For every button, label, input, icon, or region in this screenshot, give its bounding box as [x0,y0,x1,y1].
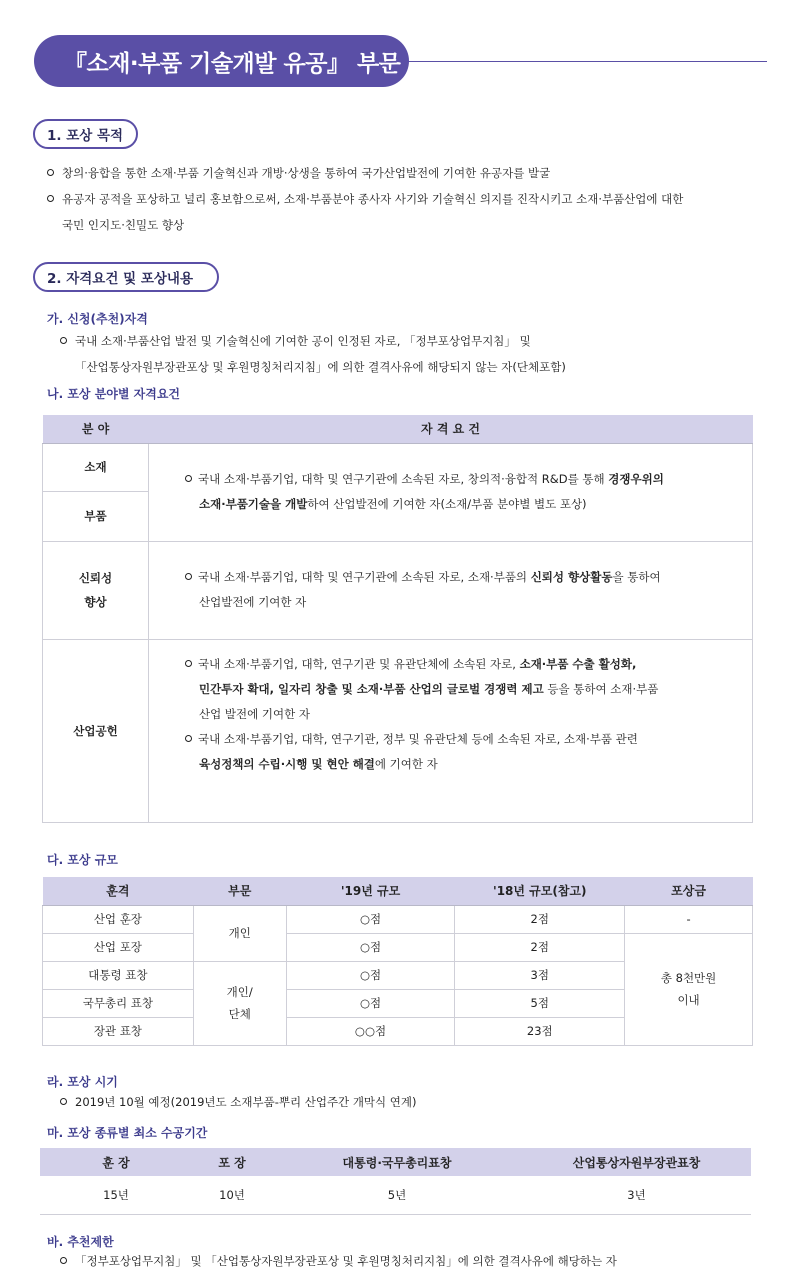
section1-item: 창의·융합을 통한 소재·부품 기술혁신과 개방·상생을 통하여 국가산업발전에 기여한 유공자를 발굴 [47,160,550,186]
requirement-cell: 국내 소재·부품기업, 대학 및 연구기관에 소속된 자로, 창의적·융합적 R&D를 통해 경쟁우위의 소재·부품기술을 개발하여 산업발전에 기여한 자(소재/부품 분야별 별도 포상) [149,443,753,541]
table-header: 훈격 [43,877,194,905]
count-2019-cell: ○점 [286,961,455,989]
subsection-c-title: 다. 포상 규모 [47,853,118,867]
bullet-icon [185,660,192,667]
table-header-row [40,1148,751,1176]
period-cell: 5년 [272,1176,522,1214]
bullet-icon [60,1098,67,1105]
category-cell: 개인 [193,905,286,961]
subsection-a-text: 국내 소재·부품산업 발전 및 기술혁신에 기여한 공이 인정된 자로, 「정부포상업무지침」 및 「산업통상자원부장관포상 및 후원명칭처리지침」에 의한 결격사유에 해당되지 않는 자(단체포함) [60,328,566,380]
period-cell: 10년 [192,1176,272,1214]
table-header: 부문 [193,877,286,905]
requirement-cell: 국내 소재·부품기업, 대학 및 연구기관에 소속된 자로, 소재·부품의 신뢰성 향상활동을 통하여 산업발전에 기여한 자 [149,541,753,639]
bullet-icon [185,735,192,742]
table-row [43,905,753,933]
table-header: '18년 규모(참고) [455,877,625,905]
section2-heading: 2. 자격요건 및 포상내용 [33,262,219,292]
subsection-f-title: 바. 추천제한 [47,1235,114,1249]
bullet-icon [185,573,192,580]
period-cell: 3년 [522,1176,751,1214]
count-2019-cell: ○점 [286,989,455,1017]
section1-heading: 1. 포상 목적 [33,119,138,149]
bullet-icon [60,337,67,344]
table-header: '19년 규모 [286,877,455,905]
subsection-d-title: 라. 포상 시기 [47,1075,118,1089]
period-cell: 15년 [40,1176,192,1214]
prize-cell: 총 8천만원 이내 [625,933,753,1045]
category-cell: 신뢰성 향상 [43,541,149,639]
table-header: 자 격 요 건 [149,415,753,443]
grade-cell: 산업 훈장 [43,905,194,933]
subsection-f-text: 「정부포상업무지침」 및 「산업통상자원부장관포상 및 후원명칭처리지침」에 의한 결격사유에 해당하는 자 [60,1248,617,1274]
table-row [40,1176,751,1214]
grade-cell: 국무총리 표창 [43,989,194,1017]
count-2018-cell: 3점 [455,961,625,989]
table-header: 분 야 [43,415,149,443]
title-divider [405,61,767,62]
subsection-b-title: 나. 포상 분야별 자격요건 [47,387,181,401]
page-title-banner [34,35,409,87]
minimum-period-table [40,1148,751,1215]
table-header: 포상금 [625,877,753,905]
count-2018-cell: 23점 [455,1017,625,1045]
table-header: 훈 장 [40,1148,192,1176]
count-2018-cell: 2점 [455,905,625,933]
table-row [43,639,753,822]
table-row [43,933,753,961]
award-scale-table [42,877,753,1046]
table-header-row [43,877,753,905]
category-cell: 개인/ 단체 [193,961,286,1045]
table-header: 산업통상자원부장관표창 [522,1148,751,1176]
section1-item: 유공자 공적을 포상하고 널리 홍보함으로써, 소재·부품분야 종사자 사기와 기술혁신 의지를 진작시키고 소재·부품산업에 대한 국민 인지도·친밀도 향상 [47,186,683,238]
category-cell: 산업공헌 [43,639,149,822]
table-header-row [43,415,753,443]
category-cell: 소재 [43,443,149,491]
grade-cell: 장관 표창 [43,1017,194,1045]
page-title: 『소재·부품 기술개발 유공』 부문 [64,50,401,77]
table-row [43,443,753,491]
table-header: 대통령·국무총리표창 [272,1148,522,1176]
bullet-icon [60,1257,67,1264]
bullet-icon [185,475,192,482]
qualification-table [42,415,753,823]
prize-cell: - [625,905,753,933]
count-2019-cell: ○○점 [286,1017,455,1045]
count-2019-cell: ○점 [286,933,455,961]
count-2018-cell: 2점 [455,933,625,961]
subsection-a-title: 가. 신청(추천)자격 [47,312,148,326]
grade-cell: 산업 포장 [43,933,194,961]
subsection-e-title: 마. 포상 종류별 최소 수공기간 [47,1126,208,1140]
count-2018-cell: 5점 [455,989,625,1017]
table-row [43,541,753,639]
subsection-d-text: 2019년 10월 예정(2019년도 소재부품-뿌리 산업주간 개막식 연계) [60,1089,417,1115]
count-2019-cell: ○점 [286,905,455,933]
requirement-cell: 국내 소재·부품기업, 대학, 연구기관 및 유관단체에 소속된 자로, 소재·부품 수출 활성화, 민간투자 확대, 일자리 창출 및 소재·부품 산업의 글로벌 경쟁력 제고 등을 통하여 소재·부품 산업 발전에 기여한 자 국내 소재·부품기업, 대학, 연구기관, 정부 및 유관단체 등에 소속된 자로, 소재·부품 관련 육성정책의 수립·시행 및 현안 해결에 기여한 자 [149,639,753,822]
table-header: 포 장 [192,1148,272,1176]
category-cell: 부품 [43,491,149,541]
grade-cell: 대통령 표창 [43,961,194,989]
bullet-icon [47,195,54,202]
bullet-icon [47,169,54,176]
